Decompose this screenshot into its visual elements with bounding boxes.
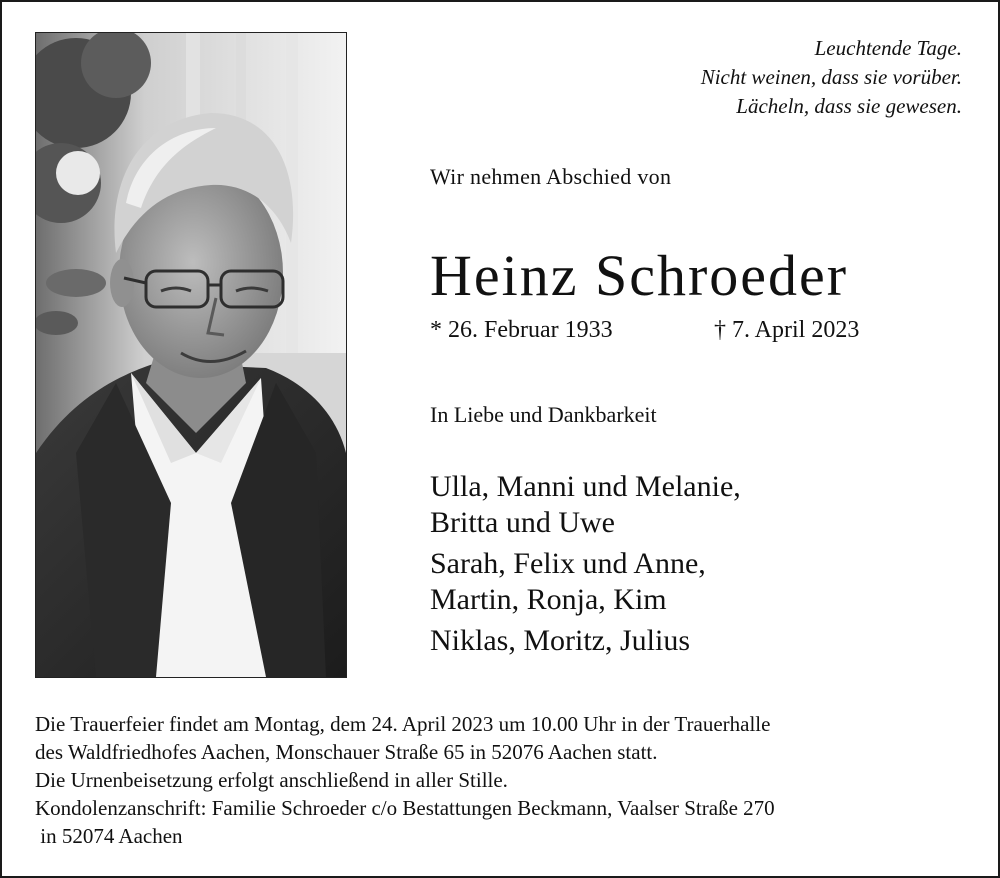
info-line: Die Urnenbeisetzung erfolgt anschließend in aller Stille. [35, 768, 508, 792]
verse-quote [701, 34, 962, 121]
family-line: Niklas, Moritz, Julius [430, 624, 690, 657]
verse-line: Lächeln, dass sie gewesen. [736, 94, 962, 118]
farewell-intro: Wir nehmen Abschied von [430, 164, 672, 189]
info-line: in 52074 Aachen [35, 824, 183, 848]
verse-line: Nicht weinen, dass sie vorüber. [700, 65, 962, 89]
birth-date: * 26. Februar 1933 [430, 317, 613, 343]
family-line: Ulla, Manni und Melanie, [430, 470, 741, 503]
ceremony-info [35, 710, 775, 850]
family-line: Sarah, Felix und Anne, [430, 547, 706, 580]
life-dates [430, 317, 860, 344]
verse-line: Leuchtende Tage. [814, 36, 962, 60]
info-line: des Waldfriedhofes Aachen, Monschauer Straße 65 in 52076 Aachen statt. [35, 740, 658, 764]
family-list [430, 469, 741, 664]
gratitude-line: In Liebe und Dankbarkeit [430, 402, 657, 427]
deceased-name: Heinz Schroeder [430, 243, 849, 308]
info-line: Die Trauerfeier findet am Montag, dem 24. April 2023 um 10.00 Uhr in der Trauerhalle [35, 712, 771, 736]
family-group [430, 546, 741, 618]
family-line: Britta und Uwe [430, 506, 615, 539]
portrait-photo [35, 32, 347, 678]
portrait-illustration [36, 33, 346, 677]
info-line: Kondolenzanschrift: Familie Schroeder c/o Bestattungen Beckmann, Vaalser Straße 270 [35, 796, 775, 820]
family-group [430, 623, 741, 659]
family-line: Martin, Ronja, Kim [430, 583, 667, 616]
family-group [430, 469, 741, 541]
death-date: † 7. April 2023 [714, 317, 860, 343]
